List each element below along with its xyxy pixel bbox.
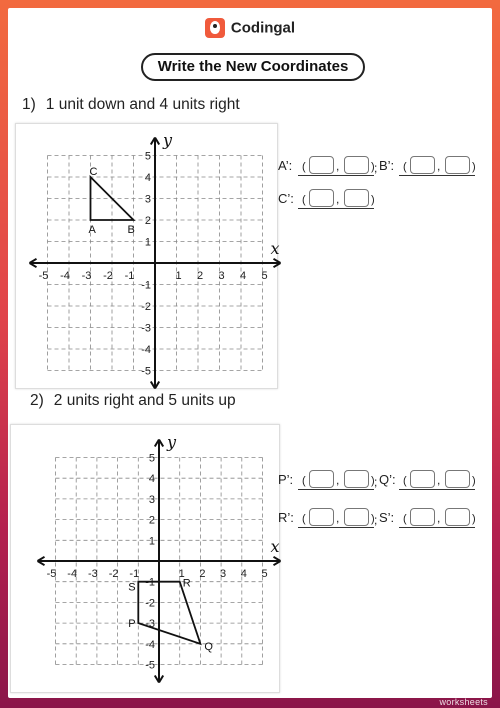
y-tick-label: 1 [144,236,151,249]
answer-underline [298,527,374,528]
close-paren: ) [371,513,375,525]
y-coordinate-input[interactable] [445,508,470,526]
x-tick-label: 2 [199,568,206,580]
question-2-grid-panel [10,424,280,693]
question-2-heading [30,392,236,410]
y-tick-label: -3 [145,618,155,631]
x-tick-label: -2 [103,270,113,282]
x-axis-label: x [270,537,280,556]
x-coordinate-input[interactable] [410,470,435,488]
x-tick-label: -4 [60,270,70,282]
x-coordinate-input[interactable] [410,156,435,174]
comma: , [336,473,340,487]
y-coordinate-input[interactable] [344,508,369,526]
x-tick-label: 5 [261,270,268,282]
vertex-label-s: S [128,581,136,594]
question-2-coordinate-grid [11,425,279,692]
close-paren: ) [472,513,476,525]
close-paren: ) [371,475,375,487]
open-paren: ( [302,513,306,525]
open-paren: ( [403,475,407,487]
x-tick-label: -4 [67,568,78,580]
footer-line-1: TOP [470,689,488,698]
answer-label: Q’: [379,472,396,487]
x-coordinate-input[interactable] [309,470,334,488]
answer-underline [298,208,374,209]
shape-polygon [138,582,200,644]
x-tick-label: -1 [124,270,135,282]
answer-underline [298,489,374,490]
y-tick-label: 4 [148,473,155,486]
y-tick-label: -2 [141,301,151,313]
x-coordinate-input[interactable] [410,508,435,526]
y-tick-label: 1 [148,535,155,548]
separator: ; [374,161,378,175]
question-1-text: 1 unit down and 4 units right [45,96,240,113]
answer-label: P’: [278,472,294,487]
x-tick-label: -1 [129,568,140,580]
x-tick-label: 3 [220,568,227,580]
y-coordinate-input[interactable] [445,156,470,174]
footer-watermark [439,690,488,706]
comma: , [336,511,340,525]
separator: ; [374,513,378,527]
y-tick-label: -1 [145,576,155,589]
vertex-label-a: A [88,224,96,236]
open-paren: ( [302,475,306,487]
answer-underline [399,175,475,176]
separator: ; [374,475,378,489]
question-1-coordinate-grid [16,124,280,388]
brand-name: Codingal [230,19,296,37]
comma: , [437,511,441,525]
x-tick-label: -5 [38,270,49,282]
y-tick-label: 5 [148,452,155,465]
close-paren: ) [371,161,375,173]
y-tick-label: 5 [144,150,151,163]
y-tick-label: -5 [145,659,155,672]
close-paren: ) [472,475,476,487]
vertex-label-r: R [182,577,191,590]
y-coordinate-input[interactable] [344,470,369,488]
question-2-number: 2) [30,392,44,409]
answer-label: C’: [278,191,294,206]
x-tick-label: 4 [239,270,247,282]
y-coordinate-input[interactable] [445,470,470,488]
answer-label: S’: [379,510,395,525]
worksheet-page [8,8,492,698]
question-1-grid-panel [15,123,278,389]
y-axis-label: y [167,432,177,452]
y-tick-label: 3 [148,493,155,506]
y-tick-label: -5 [141,365,151,378]
x-coordinate-input[interactable] [309,508,334,526]
y-tick-label: -1 [141,279,151,292]
x-tick-label: 4 [240,568,247,580]
vertex-label-q: Q [204,640,213,653]
y-tick-label: -4 [145,638,155,651]
x-tick-label: 2 [196,270,204,282]
brand-header [8,18,492,38]
answer-label: A’: [278,158,293,173]
y-tick-label: 4 [144,172,151,184]
x-tick-label: 1 [175,270,182,282]
answer-underline [399,527,475,528]
answer-underline [399,489,475,490]
y-tick-label: -4 [141,344,151,356]
open-paren: ( [403,513,407,525]
y-axis-label: y [163,130,173,150]
y-tick-label: 2 [148,514,155,527]
y-coordinate-input[interactable] [344,156,369,174]
worksheet-title: Write the New Coordinates [141,53,365,81]
x-tick-label: 3 [218,270,225,282]
y-tick-label: -3 [141,322,151,335]
x-coordinate-input[interactable] [309,189,334,207]
vertex-label-c: C [89,166,98,178]
comma: , [336,159,340,173]
close-paren: ) [371,194,375,206]
question-1-number: 1) [22,96,36,113]
penguin-logo-icon [205,18,225,38]
y-tick-label: 2 [144,215,151,227]
question-2-text: 2 units right and 5 units up [53,392,236,409]
x-coordinate-input[interactable] [309,156,334,174]
vertex-label-p: P [128,618,136,631]
comma: , [336,192,340,206]
x-tick-label: -5 [46,568,57,580]
x-tick-label: 5 [261,568,268,580]
comma: , [437,473,441,487]
x-axis-label: x [270,239,280,258]
x-tick-label: -3 [88,568,98,580]
answer-label: R’: [278,510,294,525]
comma: , [437,159,441,173]
x-tick-label: -2 [108,568,119,580]
x-tick-label: 1 [178,568,185,580]
open-paren: ( [403,161,407,173]
vertex-label-b: B [127,224,135,236]
question-1-heading [22,96,240,114]
open-paren: ( [302,161,306,173]
answer-underline [298,175,374,176]
y-tick-label: 3 [144,193,151,206]
x-tick-label: -3 [81,270,92,282]
open-paren: ( [302,194,306,206]
footer-line-2: worksheets [439,697,488,707]
y-coordinate-input[interactable] [344,189,369,207]
y-tick-label: -2 [145,597,155,610]
answer-label: B’: [379,158,395,173]
close-paren: ) [472,161,476,173]
